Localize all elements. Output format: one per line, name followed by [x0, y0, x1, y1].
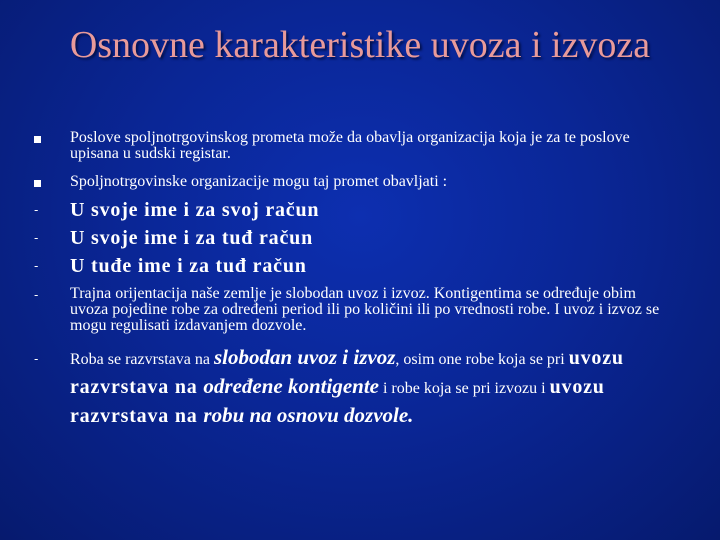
list-item-text — [70, 344, 680, 431]
list-item-text: Trajna orijentacija naše zemlje je slobodan uvoz i izvoz. Kontigentima se određuje obim uvoza pojedine robe za određeni period ili po količini ili po vrednosti robe. I uvoz i izvoz se mogu regulisati izdavanjem dozvole. — [70, 285, 660, 334]
dash-bullet-icon: - — [34, 203, 39, 217]
emphasis-text: robu na osnovu dozvole. — [203, 403, 414, 427]
bullet-text: Poslove spoljnotrgovinskog prometa može da obavlja organizacija koja je za te poslove upisana u sudski registar. — [70, 129, 630, 162]
bold-text: uvozu razvrstava na — [70, 347, 624, 398]
emphasis-text: određene kontigente — [203, 374, 379, 398]
dash-bullet-icon: - — [34, 231, 39, 245]
list-item-text: U svoje ime i za svoj račun — [70, 199, 320, 221]
square-bullet-icon — [34, 180, 41, 187]
slide-title: Osnovne karakteristike uvoza i izvoza — [69, 24, 651, 66]
text-run: i robe koja se pri izvozu i — [378, 380, 550, 397]
dash-bullet-icon: - — [34, 288, 39, 302]
bullet-text: Spoljnotrgovinske organizacije mogu taj promet obavljati : — [70, 173, 448, 190]
emphasis-text: slobodan uvoz i izvoz — [213, 345, 396, 369]
dash-bullet-icon: - — [34, 259, 39, 273]
text-run: Roba se razvrstava na — [70, 351, 214, 368]
square-bullet-icon — [34, 136, 41, 143]
dash-bullet-icon: - — [34, 352, 39, 366]
list-item-text: U svoje ime i za tuđ račun — [70, 227, 313, 249]
text-run: , osim one robe koja se pri — [395, 351, 569, 368]
bold-text: uvozu razvrstava na — [70, 376, 605, 427]
list-item-text: U tuđe ime i za tuđ račun — [70, 255, 307, 277]
